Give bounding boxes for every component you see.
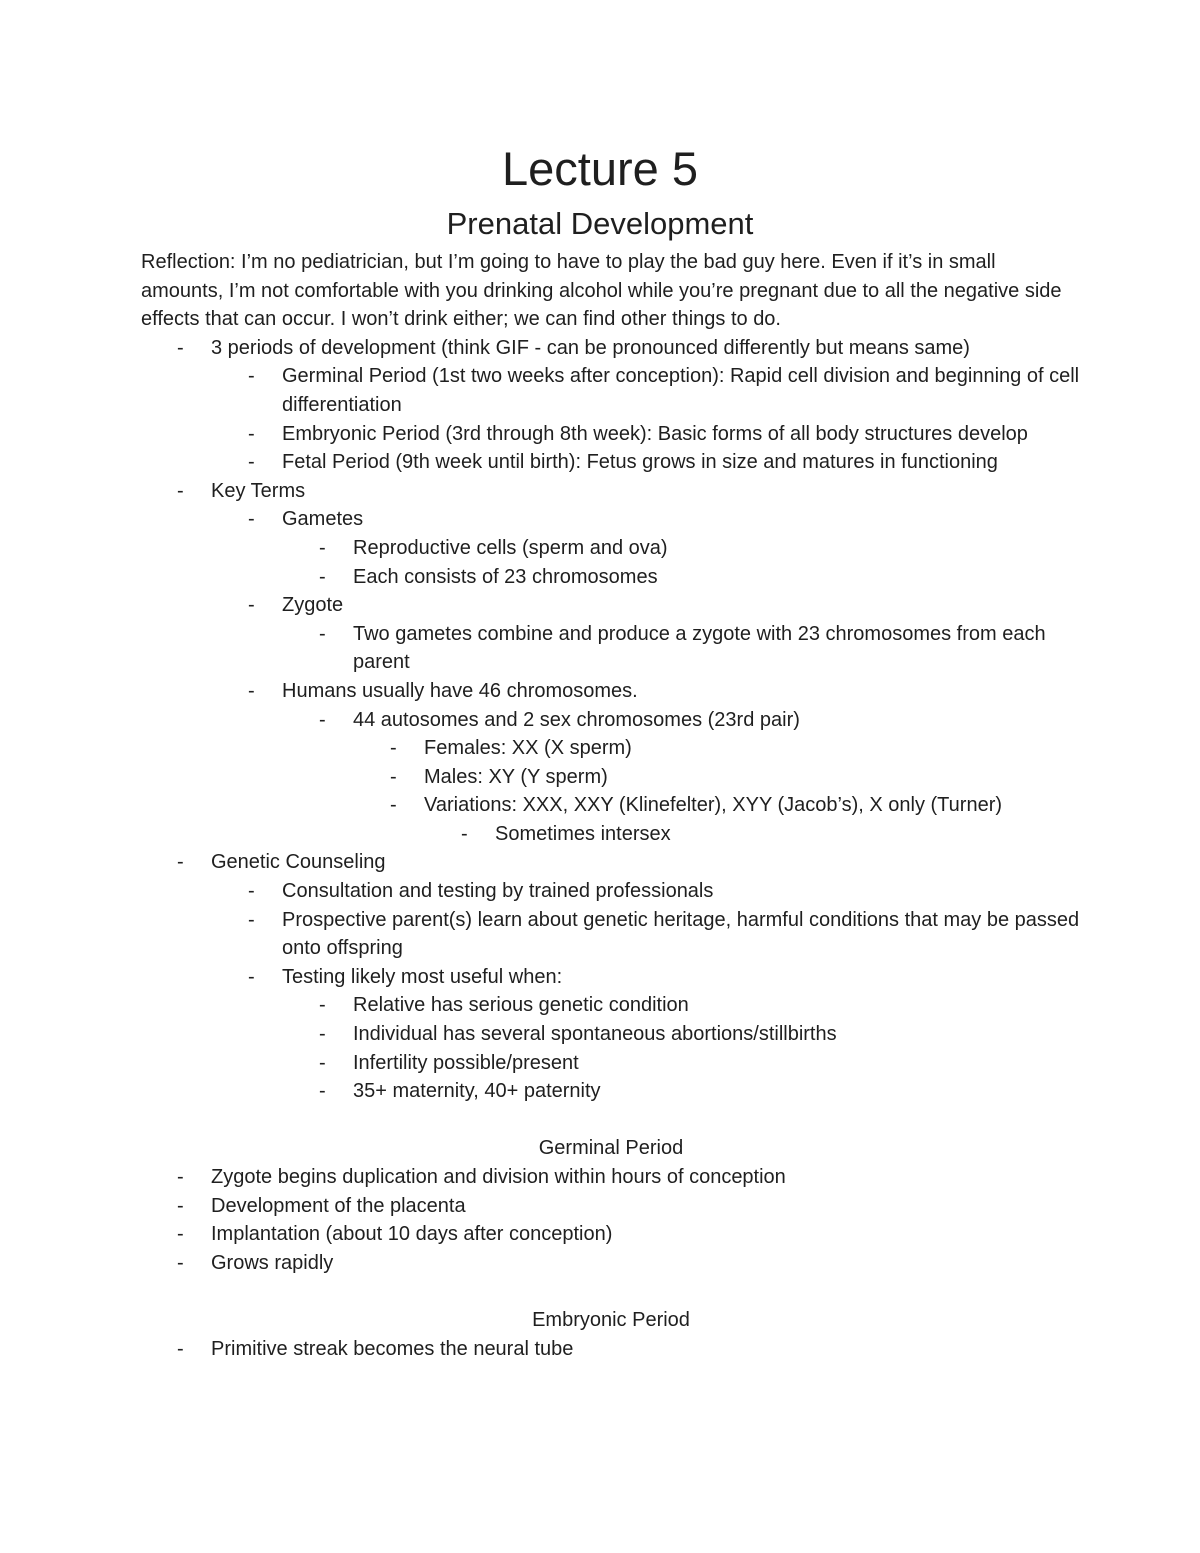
bullet-dash: - [177, 851, 184, 874]
list-item-periods [177, 334, 1081, 477]
bullet-dash: - [177, 1223, 184, 1246]
sublist-autosomes [353, 734, 1081, 848]
list-item-text: Females: XX (X sperm) [424, 737, 632, 760]
bullet-dash: - [248, 679, 255, 702]
bullet-dash: - [319, 1051, 326, 1074]
bullet-dash: - [319, 565, 326, 588]
germinal-list [141, 1163, 1081, 1277]
list-item-text: Relative has serious genetic condition [353, 994, 689, 1017]
list-item [390, 734, 1081, 763]
list-item-text: Sometimes intersex [495, 822, 671, 845]
list-item [319, 1020, 1081, 1049]
list-item [319, 1049, 1081, 1078]
list-item-text: Germinal Period (1st two weeks after conception): Rapid cell division and beginning of cell differentiation [282, 365, 1080, 416]
section-heading-embryonic: Embryonic Period [532, 1308, 690, 1331]
list-item-text: Consultation and testing by trained professionals [282, 880, 714, 903]
list-item-text: Gametes [282, 508, 364, 531]
sublist-periods [211, 362, 1081, 476]
list-item-text: Individual has several spontaneous abortions/stillbirths [353, 1023, 837, 1046]
bullet-dash: - [177, 1337, 184, 1360]
bullet-dash: - [248, 880, 255, 903]
list-item [177, 1163, 1081, 1192]
list-item [319, 563, 1081, 592]
list-item-genetic-counseling [177, 848, 1081, 1105]
list-item-text: Variations: XXX, XXY (Klinefelter), XYY (Jacob’s), X only (Turner) [424, 794, 1003, 817]
list-item-testing [248, 963, 1081, 1106]
bullet-dash: - [177, 336, 184, 359]
document-body [141, 248, 1081, 1363]
list-item-text: Fetal Period (9th week until birth): Fetus grows in size and matures in functioning [282, 451, 998, 474]
list-item-text: Development of the placenta [211, 1194, 466, 1217]
list-item-text: Genetic Counseling [211, 851, 386, 874]
bullet-dash: - [248, 365, 255, 388]
list-item-text: Primitive streak becomes the neural tube [211, 1337, 574, 1360]
sublist-gametes [282, 534, 1081, 591]
embryonic-list [141, 1335, 1081, 1364]
bullet-dash: - [319, 994, 326, 1017]
bullet-dash: - [319, 708, 326, 731]
spacer [141, 1277, 1081, 1306]
list-item-text: Humans usually have 46 chromosomes. [282, 679, 638, 702]
bullet-dash: - [177, 1251, 184, 1274]
list-item [248, 906, 1081, 963]
bullet-dash: - [319, 1023, 326, 1046]
sublist-key-terms [211, 505, 1081, 848]
bullet-dash: - [248, 451, 255, 474]
list-item-text: Reproductive cells (sperm and ova) [353, 536, 668, 559]
bullet-dash: - [461, 822, 468, 845]
list-item-text: 44 autosomes and 2 sex chromosomes (23rd pair) [353, 708, 800, 731]
bullet-dash: - [390, 794, 397, 817]
list-item-text: Key Terms [211, 479, 306, 502]
list-item-text: Zygote [282, 594, 344, 617]
list-item [248, 877, 1081, 906]
bullet-dash: - [319, 536, 326, 559]
list-item-zygote [248, 591, 1081, 677]
bullet-dash: - [248, 508, 255, 531]
list-item-text: Testing likely most useful when: [282, 965, 563, 988]
bullet-dash: - [248, 965, 255, 988]
list-item-text: Zygote begins duplication and division within hours of conception [211, 1166, 786, 1188]
sublist-zygote [282, 620, 1081, 677]
list-item [319, 534, 1081, 563]
list-item [177, 1220, 1081, 1249]
list-item-text: Implantation (about 10 days after conception) [211, 1223, 613, 1246]
bullet-dash: - [319, 1080, 326, 1103]
list-item [248, 362, 1081, 419]
list-item-variations [390, 791, 1081, 848]
bullet-dash: - [248, 594, 255, 617]
list-item-humans [248, 677, 1081, 849]
list-item-text: Infertility possible/present [353, 1051, 579, 1074]
bullet-dash: - [177, 1194, 184, 1217]
document-subtitle: Prenatal Development [446, 206, 754, 241]
list-item [319, 620, 1081, 677]
bullet-dash: - [390, 737, 397, 760]
sublist-genetic-counseling [211, 877, 1081, 1106]
list-item [248, 448, 1081, 477]
list-item [177, 1192, 1081, 1221]
list-item-key-terms [177, 477, 1081, 849]
reflection-paragraph: Reflection: I’m no pediatrician, but I’m going to have to play the bad guy here. Even if it’s in small amounts, I’m not comfortable with you drinking alcohol while you’re pregnant due to all the negative side effects that can occur. I won’t drink either; we can find other things to do. [141, 251, 1062, 331]
list-item [461, 820, 1081, 849]
list-item-text: Embryonic Period (3rd through 8th week): Basic forms of all body structures develop [282, 422, 1028, 445]
list-item-text: 3 periods of development (think GIF - can be pronounced differently but means same) [211, 336, 970, 359]
section-heading-germinal: Germinal Period [538, 1137, 684, 1160]
list-item-text: 35+ maternity, 40+ paternity [353, 1080, 601, 1103]
main-outline [141, 334, 1081, 1106]
sublist-variations [424, 820, 1081, 849]
list-item-autosomes [319, 706, 1081, 849]
list-item-text: Each consists of 23 chromosomes [353, 565, 658, 588]
sublist-testing [282, 991, 1081, 1105]
list-item [319, 991, 1081, 1020]
list-item-text: Two gametes combine and produce a zygote with 23 chromosomes from each parent [353, 622, 1046, 674]
bullet-dash: - [390, 765, 397, 788]
spacer [141, 1106, 1081, 1135]
list-item-text: Males: XY (Y sperm) [424, 765, 608, 788]
list-item-gametes [248, 505, 1081, 591]
list-item [319, 1077, 1081, 1106]
list-item-text: Prospective parent(s) learn about genetic heritage, harmful conditions that may be passed onto offspring [282, 908, 1080, 960]
bullet-dash: - [248, 422, 255, 445]
list-item [390, 763, 1081, 792]
bullet-dash: - [177, 479, 184, 502]
list-item [177, 1249, 1081, 1278]
document-title: Lecture 5 [502, 142, 698, 195]
list-item-text: Grows rapidly [211, 1251, 334, 1274]
bullet-dash: - [177, 1166, 184, 1188]
sublist-humans [282, 706, 1081, 849]
list-item [248, 420, 1081, 449]
list-item [177, 1335, 1081, 1364]
bullet-dash: - [248, 908, 255, 931]
bullet-dash: - [319, 622, 326, 645]
